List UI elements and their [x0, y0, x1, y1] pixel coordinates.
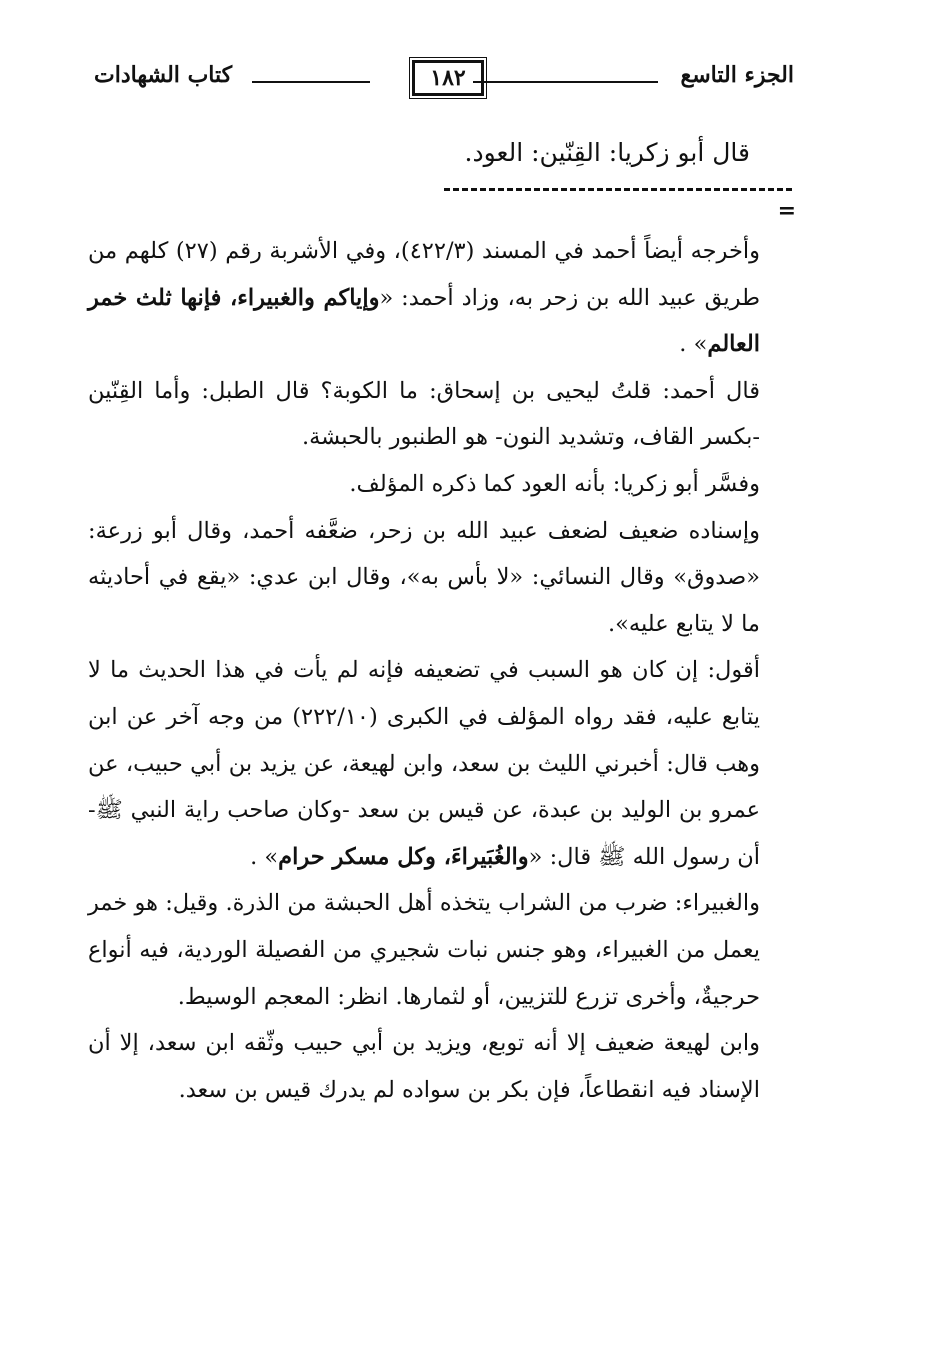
continued-footnote-line: قال أبو زكريا: القِنّين: العود. [464, 138, 750, 167]
paragraph-6 [88, 880, 760, 1020]
paragraph-6-text: والغبيراء: ضرب من الشراب يتخذه أهل الحبشة من الذرة. وقيل: هو خمر يعمل من الغبيراء، وهو جنس نبات شجيري من الفصيلة الوردية، فيه أنواع حرجيةٌ، وأخرى تزرع للتزيين، أو لثمارها. انظر: المعجم الوسيط. [88, 890, 760, 1010]
paragraph-4 [88, 508, 760, 648]
paragraph-5-bold-quote: والغُبَيراءَ، وكل مسكر حرام [278, 843, 529, 870]
footnote-separator [444, 188, 792, 191]
header-volume-title: الجزء التاسع [680, 62, 794, 88]
paragraph-1 [88, 228, 760, 368]
paragraph-7-text: وابن لهيعة ضعيف إلا أنه توبع، ويزيد بن أبي حبيب وثّقه ابن سعد، إلا أن الإسناد فيه انقطاعاً، فإن بكر بن سواده لم يدرك قيس بن سعد. [88, 1030, 760, 1103]
paragraph-3-text: وفسَّر أبو زكريا: بأنه العود كما ذكره المؤلف. [349, 470, 760, 497]
paragraph-3 [88, 461, 760, 508]
paragraph-5-text: أقول: إن كان هو السبب في تضعيفه فإنه لم يأت في هذا الحديث ما لا يتابع عليه، فقد رواه المؤلف في الكبرى (٢٢٢/١٠) من وجه آخر عن ابن وهب قال: أخبرني الليث بن سعد، وابن لهيعة، عن يزيد بن أبي حبيب، عن عمرو بن الوليد بن عبدة، عن قيس بن سعد -وكان صاحب راية النبي ﷺ- أن رسول الله ﷺ قال: « [88, 657, 760, 870]
paragraph-1-tail: » . [679, 331, 708, 358]
paragraph-1-text: وأخرجه أيضاً أحمد في المسند (٤٢٢/٣)، وفي الأشربة رقم (٢٧) كلهم من طريق عبيد الله بن زحر به، وزاد أحمد: « [88, 238, 760, 311]
page-number: ١٨٢ [412, 60, 484, 96]
paragraph-2 [88, 368, 760, 461]
paragraph-5-tail: » . [250, 843, 279, 870]
paragraph-4-text: وإسناده ضعيف لضعف عبيد الله بن زحر، ضعَّفه أحمد، وقال أبو زرعة: «صدوق» وقال النسائي: «لا بأس به»، وقال ابن عدي: «يقع في أحاديثه ما لا يتابع عليه». [88, 517, 760, 637]
footnote-body [88, 228, 760, 1113]
continuation-mark: = [777, 198, 796, 224]
paragraph-7 [88, 1020, 760, 1113]
paragraph-2-text: قال أحمد: قلتُ ليحيى بن إسحاق: ما الكوبة؟ قال الطبل: وأما القِنّين -بكسر القاف، وتشديد النون- هو الطنبور بالحبشة. [88, 377, 761, 451]
header-rule-right [473, 81, 658, 83]
running-header [94, 56, 794, 100]
paragraph-1-bold-quote: وإياكم والغبيراء، فإنها ثلث خمر العالم [88, 284, 760, 358]
header-book-title: كتاب الشهادات [94, 62, 233, 88]
paragraph-5 [88, 647, 760, 880]
header-rule-left [252, 81, 370, 83]
